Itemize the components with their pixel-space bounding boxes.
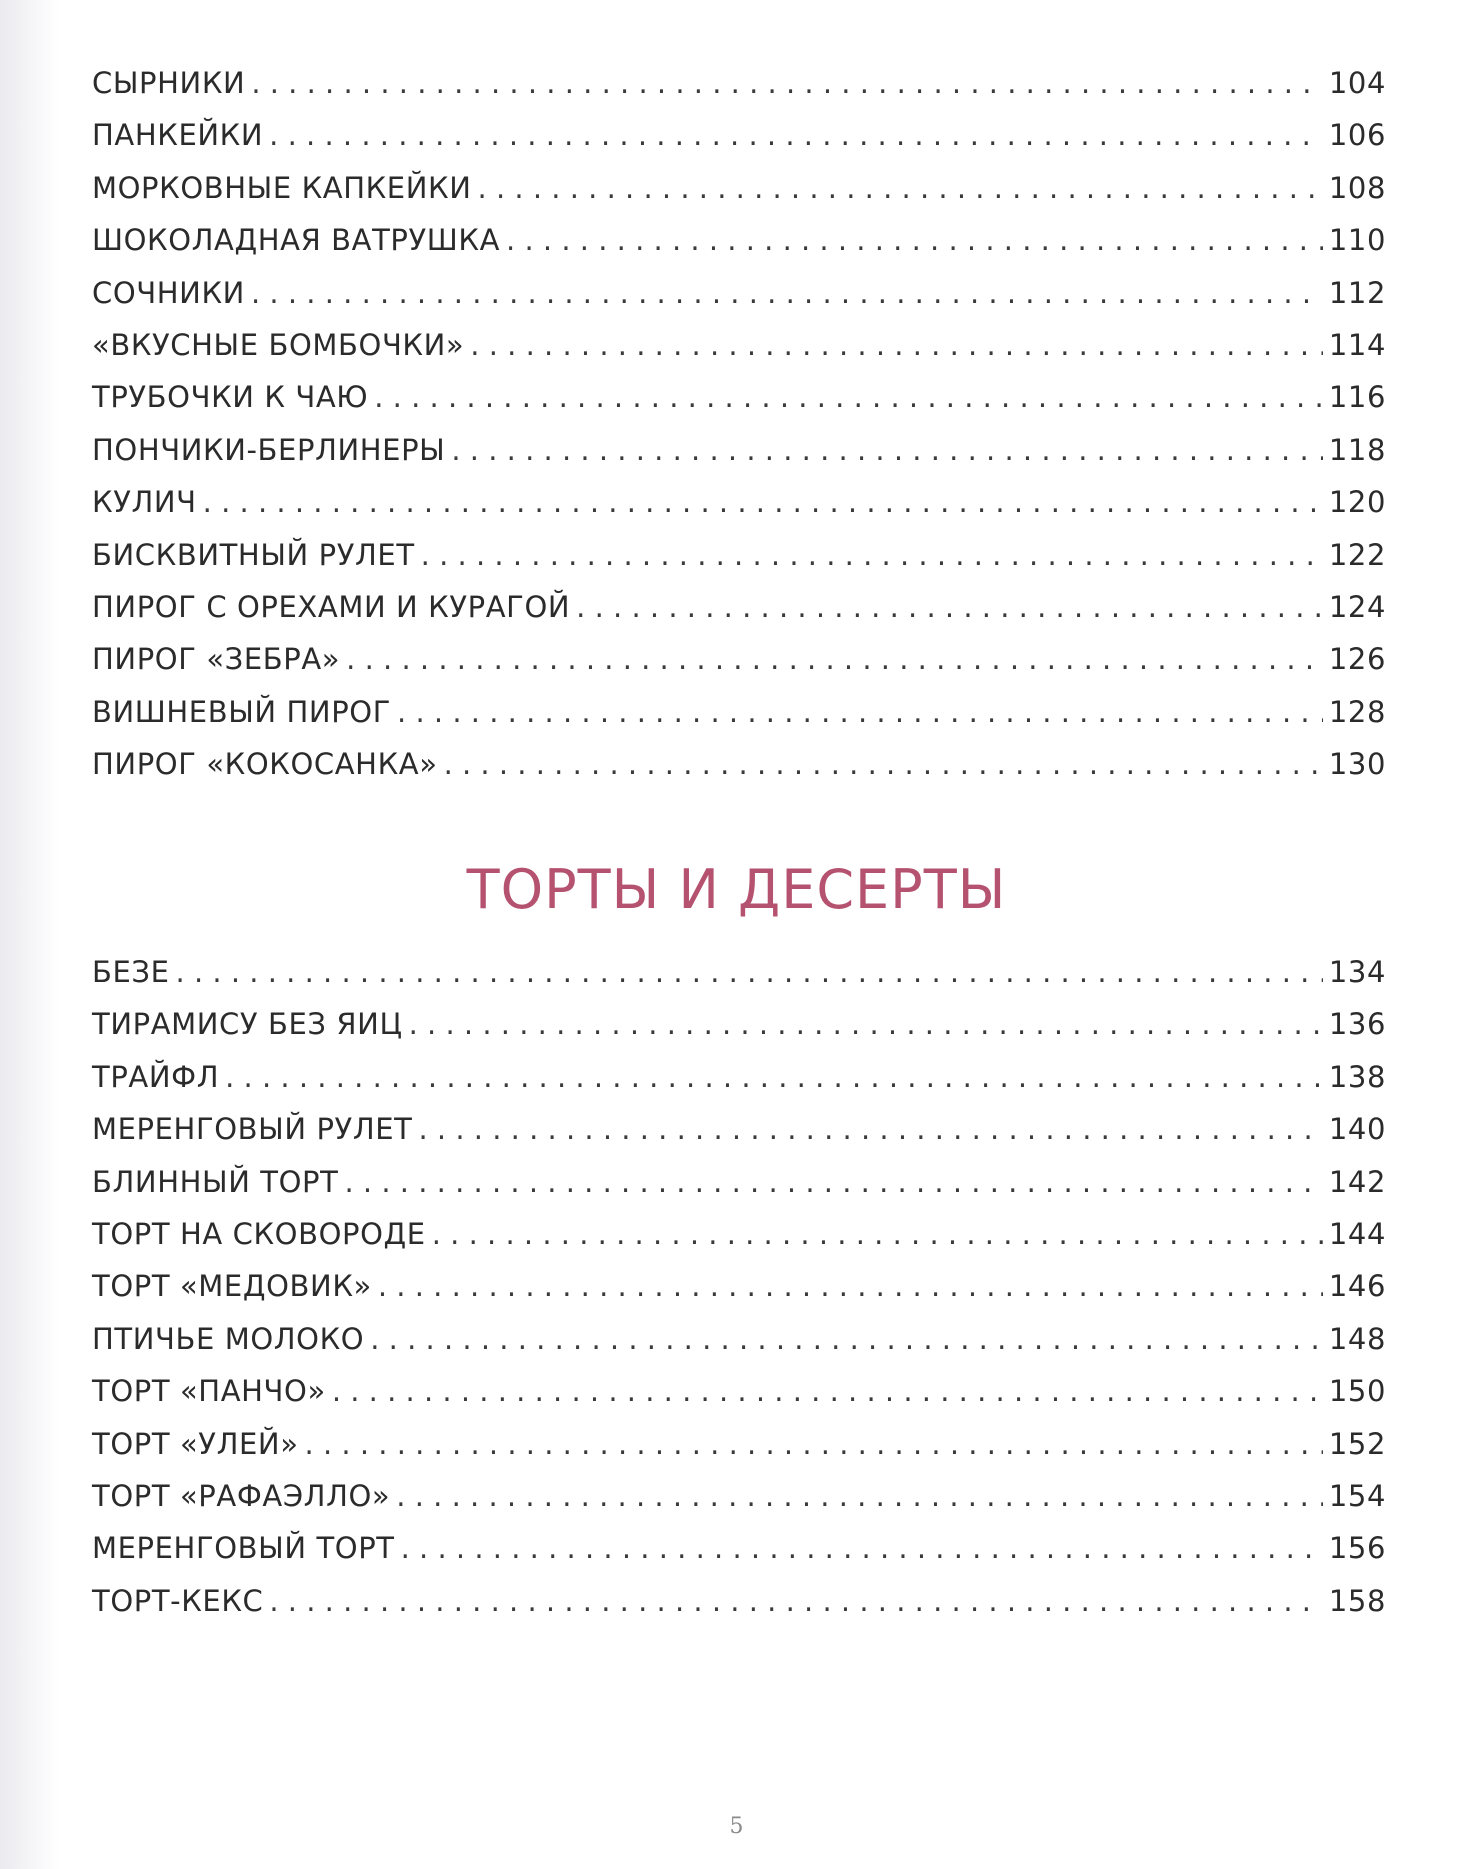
toc-entry-page: 138 xyxy=(1328,1059,1386,1094)
toc-entry-title: ТОРТ «МЕДОВИК» xyxy=(92,1269,372,1304)
dot-leader xyxy=(374,380,1323,414)
toc-entry-page: 146 xyxy=(1328,1269,1386,1304)
toc-entry xyxy=(92,1112,1386,1164)
toc-entry-title: ПИРОГ С ОРЕХАМИ И КУРАГОЙ xyxy=(92,589,571,624)
dot-leader xyxy=(506,223,1323,257)
toc-entry-page: 128 xyxy=(1328,694,1386,729)
page-number: 5 xyxy=(729,1814,744,1839)
dot-leader xyxy=(576,590,1323,624)
toc-section-baking xyxy=(92,66,1386,799)
toc-entry-page: 114 xyxy=(1328,327,1386,362)
toc-entry xyxy=(92,433,1386,485)
toc-entry xyxy=(92,66,1386,118)
toc-entry-title: ТОРТ «УЛЕЙ» xyxy=(92,1426,299,1461)
dot-leader xyxy=(421,538,1323,572)
toc-entry xyxy=(92,118,1386,170)
dot-leader xyxy=(397,695,1323,729)
dot-leader xyxy=(396,1479,1323,1513)
toc-entry xyxy=(92,1427,1386,1479)
toc-entry xyxy=(92,1479,1386,1531)
toc-entry-title: МОРКОВНЫЕ КАПКЕЙКИ xyxy=(92,170,472,205)
toc-entry-title: СОЧНИКИ xyxy=(92,275,245,310)
toc-entry-title: ТОРТ НА СКОВОРОДЕ xyxy=(92,1216,426,1251)
dot-leader xyxy=(444,747,1323,781)
toc-entry-title: МЕРЕНГОВЫЙ РУЛЕТ xyxy=(92,1112,413,1147)
toc-entry xyxy=(92,171,1386,223)
binding-shadow xyxy=(0,0,60,1869)
toc-entry-title: БЕЗЕ xyxy=(92,955,170,989)
toc-entry xyxy=(92,747,1386,799)
toc-entry-page: 120 xyxy=(1328,485,1386,520)
toc-entry-title: БЛИННЫЙ ТОРТ xyxy=(92,1164,339,1199)
toc-entry xyxy=(92,695,1386,747)
dot-leader xyxy=(344,1165,1322,1199)
dot-leader xyxy=(176,955,1323,989)
toc-entry-title: ПТИЧЬЕ МОЛОКО xyxy=(92,1321,365,1356)
toc-entry-page: 130 xyxy=(1328,747,1386,782)
toc-entry-title: СЫРНИКИ xyxy=(92,66,246,100)
dot-leader xyxy=(346,642,1323,676)
toc-entry-title: ВИШНЕВЫЙ ПИРОГ xyxy=(92,694,392,729)
dot-leader xyxy=(409,1007,1323,1041)
toc-entry xyxy=(92,1374,1386,1426)
toc-entry-title: «ВКУСНЫЕ БОМБОЧКИ» xyxy=(92,327,465,362)
toc-entry-page: 106 xyxy=(1328,118,1386,153)
toc-entry xyxy=(92,1322,1386,1374)
toc-entry-page: 126 xyxy=(1328,642,1386,677)
dot-leader xyxy=(432,1217,1323,1251)
toc-entry-page: 124 xyxy=(1328,589,1386,624)
toc-entry-page: 156 xyxy=(1328,1531,1386,1566)
toc-entry-page: 136 xyxy=(1328,1007,1386,1042)
toc-entry xyxy=(92,328,1386,380)
toc-section-cakes-desserts xyxy=(92,955,1386,1636)
toc-list xyxy=(92,66,1386,799)
toc-entry-title: ШОКОЛАДНАЯ ВАТРУШКА xyxy=(92,223,501,258)
toc-entry xyxy=(92,955,1386,1007)
toc-entry-page: 118 xyxy=(1328,432,1386,467)
toc-entry-title: ПИРОГ «ЗЕБРА» xyxy=(92,642,341,677)
dot-leader xyxy=(418,1112,1322,1146)
toc-list xyxy=(92,955,1386,1636)
toc-entry-title: ТРУБОЧКИ К ЧАЮ xyxy=(92,380,369,415)
toc-entry-title: КУЛИЧ xyxy=(92,485,197,520)
toc-entry xyxy=(92,1531,1386,1583)
toc-entry-title: ТОРТ-КЕКС xyxy=(92,1583,264,1618)
toc-entry-page: 140 xyxy=(1328,1112,1386,1147)
toc-entry-page: 152 xyxy=(1328,1426,1386,1461)
dot-leader xyxy=(251,66,1323,100)
dot-leader xyxy=(203,485,1323,519)
toc-entry-page: 142 xyxy=(1328,1164,1386,1199)
toc-entry-page: 112 xyxy=(1328,275,1386,310)
toc-entry-page: 150 xyxy=(1328,1374,1386,1409)
toc-entry-page: 104 xyxy=(1328,66,1386,100)
dot-leader xyxy=(225,1060,1323,1094)
toc-entry xyxy=(92,276,1386,328)
toc-entry xyxy=(92,223,1386,275)
dot-leader xyxy=(305,1427,1323,1461)
toc-entry-title: ПОНЧИКИ-БЕРЛИНЕРЫ xyxy=(92,432,446,467)
toc-entry xyxy=(92,538,1386,590)
dot-leader xyxy=(269,1584,1322,1618)
dot-leader xyxy=(451,433,1322,467)
dot-leader xyxy=(478,171,1323,205)
toc-entry-title: ТРАЙФЛ xyxy=(92,1059,220,1094)
toc-entry xyxy=(92,1007,1386,1059)
toc-entry-page: 116 xyxy=(1328,380,1386,415)
toc-entry xyxy=(92,642,1386,694)
toc-entry-page: 144 xyxy=(1328,1216,1386,1251)
toc-entry xyxy=(92,1584,1386,1636)
toc-entry xyxy=(92,1165,1386,1217)
toc-entry xyxy=(92,485,1386,537)
toc-entry-title: ТОРТ «РАФАЭЛЛО» xyxy=(92,1478,391,1513)
toc-entry-title: ТИРАМИСУ БЕЗ ЯИЦ xyxy=(92,1007,403,1042)
toc-entry-title: ПИРОГ «КОКОСАНКА» xyxy=(92,747,438,782)
toc-entry xyxy=(92,1269,1386,1321)
dot-leader xyxy=(370,1322,1323,1356)
toc-entry-title: БИСКВИТНЫЙ РУЛЕТ xyxy=(92,537,415,572)
toc-entry-page: 154 xyxy=(1328,1478,1386,1513)
dot-leader xyxy=(251,276,1323,310)
toc-entry xyxy=(92,1217,1386,1269)
toc-entry xyxy=(92,1060,1386,1112)
toc-entry-title: ПАНКЕЙКИ xyxy=(92,118,264,153)
dot-leader xyxy=(378,1269,1323,1303)
dot-leader xyxy=(269,118,1323,152)
toc-entry-page: 122 xyxy=(1328,537,1386,572)
dot-leader xyxy=(332,1374,1323,1408)
toc-entry-page: 158 xyxy=(1328,1583,1386,1618)
section-heading-cakes-desserts: ТОРТЫ И ДЕСЕРТЫ xyxy=(466,858,1007,921)
dot-leader xyxy=(401,1531,1323,1565)
toc-entry-page: 134 xyxy=(1328,955,1386,989)
toc-entry xyxy=(92,590,1386,642)
toc-entry-page: 148 xyxy=(1328,1321,1386,1356)
toc-entry-page: 110 xyxy=(1328,223,1386,258)
toc-entry-title: ТОРТ «ПАНЧО» xyxy=(92,1374,326,1409)
toc-entry xyxy=(92,380,1386,432)
dot-leader xyxy=(470,328,1323,362)
toc-entry-title: МЕРЕНГОВЫЙ ТОРТ xyxy=(92,1531,395,1566)
toc-entry-page: 108 xyxy=(1328,170,1386,205)
